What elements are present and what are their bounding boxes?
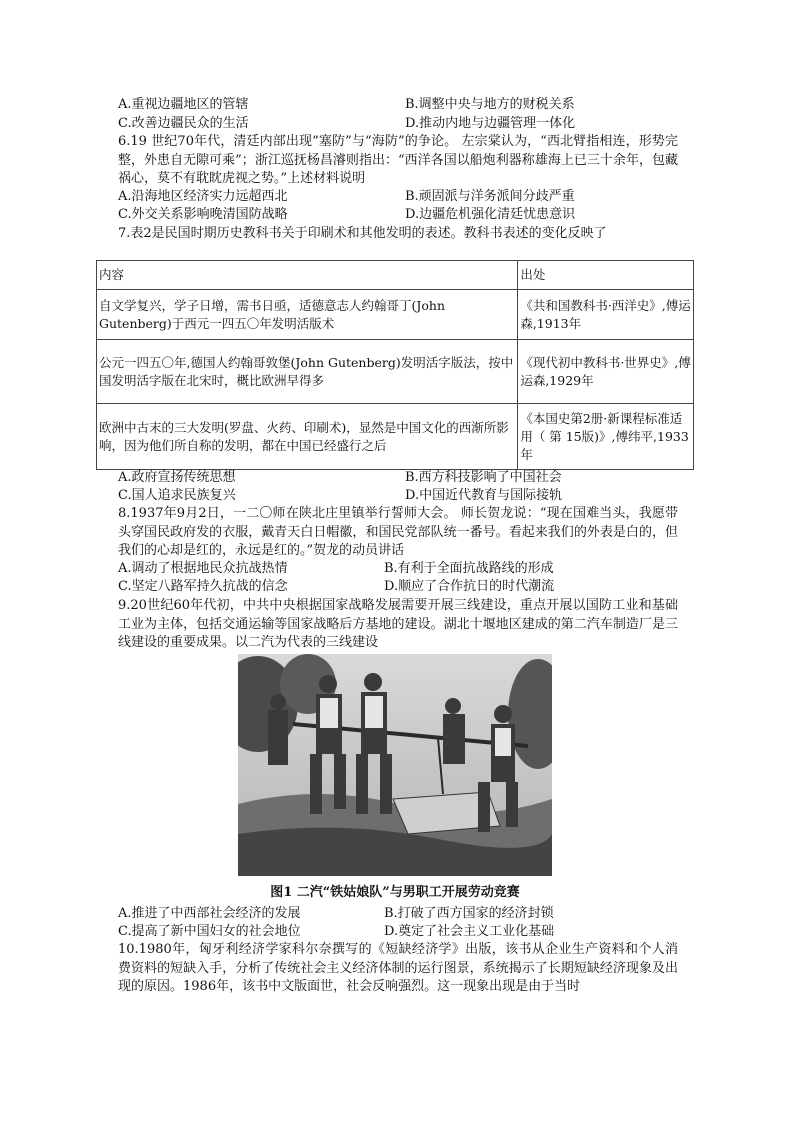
table-header-source: 出处 [518, 261, 694, 290]
q6-option-b: B.顽固派与洋务派间分歧严重 [405, 189, 575, 204]
q10-stem: 10.1980年，匈牙利经济学家科尔奈撰写的《短缺经济学》出版，该书从企业生产资料和个人消费资料的短缺入手，分析了传统社会主义经济体制的运行图景，系统揭示了长期短缺经济现象及出现的原因。1986年，该书中文版面世，社会反响强烈。这一现象出现是由于当时 [118, 942, 678, 995]
table-cell-source: 《本国史第2册·新课程标准适用（ 第 15版)》,傅纬平,1933年 [518, 404, 694, 470]
q6-option-c: C.外交关系影响晚清国防战略 [118, 207, 288, 222]
q5-option-a: A.重视边疆地区的管辖 [118, 97, 249, 112]
q7-option-c: C.国人追求民族复兴 [118, 488, 236, 503]
photo-caption: 图1 二汽“铁姑娘队”与男职工开展劳动竞赛 [270, 885, 520, 900]
q8-option-d: D.顺应了合作抗日的时代潮流 [384, 579, 555, 594]
table-cell-source: 《现代初中教科书·世界史》,傅运森,1929年 [518, 340, 694, 404]
q8-stem: 8.1937年9月2日，一二〇师在陕北庄里镇举行誓师大会。 师长贺龙说：“现在国难当头，我愿带头穿国民政府发的衣服，戴青天白日帽徽，和国民党部队统一番号。看起来我们的外表是白的，但我们的心却是红的，永远是红的。”贺龙的动员讲话 [118, 506, 678, 559]
q5-option-d: D.推动内地与边疆管理一体化 [405, 116, 576, 131]
q5-option-b: B.调整中央与地方的财税关系 [405, 97, 575, 112]
table-row [97, 340, 694, 404]
q8-option-a: A.调动了根据地民众抗战热情 [118, 561, 288, 576]
q7-option-a: A.政府宣扬传统思想 [118, 470, 236, 485]
q6-option-a: A.沿海地区经济实力远超西北 [118, 189, 288, 204]
q6-option-d: D.边疆危机强化清廷忧患意识 [405, 207, 576, 222]
q8-option-b: B.有利于全面抗战路线的形成 [384, 561, 554, 576]
table-header-row [97, 261, 694, 290]
q9-stem: 9.20世纪60年代初，中共中央根据国家战略发展需要开展三线建设，重点开展以国防工业和基础工业为主体，包括交通运输等国家战略后方基地的建设。湖北十堰地区建成的第二汽车制造厂是三线建设的重要成果。以二汽为代表的三线建设 [118, 598, 678, 651]
photo-illustration [238, 654, 552, 876]
q7-option-b: B.西方科技影响了中国社会 [405, 470, 562, 485]
table-row [97, 290, 694, 340]
q6-stem: 6.19 世纪70年代，清廷内部出现“塞防”与“海防”的争论。 左宗棠认为，“西北臂指相连，形势完整，外患自无隙可乘”；浙江巡抚杨昌濬则指出：“西洋各国以船炮利器称雄海上已三十余年，包藏祸心，莫不有耽眈虎视之势。”上述材料说明 [118, 134, 678, 187]
q8-option-c: C.坚定八路军持久抗战的信念 [118, 579, 288, 594]
table-cell-content: 自文学复兴，学子日增，需书日亟，适德意志人约翰哥丁(John Gutenberg)于西元一四五〇年发明活版术 [97, 290, 518, 340]
table-cell-content: 欧洲中古末的三大发明(罗盘、火药、印刷术)，显然是中国文化的西渐所影响，因为他们所自称的发明，都在中国已经盛行之后 [97, 404, 518, 470]
labor-competition-photo [238, 654, 552, 876]
q7-stem: 7.表2是民国时期历史教科书关于印刷术和其他发明的表述。教科书表述的变化反映了 [118, 226, 607, 241]
q7-option-d: D.中国近代教育与国际接轨 [405, 488, 563, 503]
q9-option-c: C.提高了新中国妇女的社会地位 [118, 924, 301, 939]
textbook-table [96, 260, 694, 470]
table-row [97, 404, 694, 470]
q9-option-a: A.推进了中西部社会经济的发展 [118, 906, 301, 921]
table-cell-source: 《共和国教科书·西洋史》,傅运森,1913年 [518, 290, 694, 340]
q9-option-d: D.奠定了社会主义工业化基础 [384, 924, 555, 939]
q9-option-b: B.打破了西方国家的经济封锁 [384, 906, 554, 921]
table-cell-content: 公元一四五〇年,德国人约翰哥敦堡(John Gutenberg)发明活字版法，按中国发明活字版在北宋时，概比欧洲早得多 [97, 340, 518, 404]
q5-option-c: C.改善边疆民众的生活 [118, 116, 249, 131]
table-header-content: 内容 [97, 261, 518, 290]
